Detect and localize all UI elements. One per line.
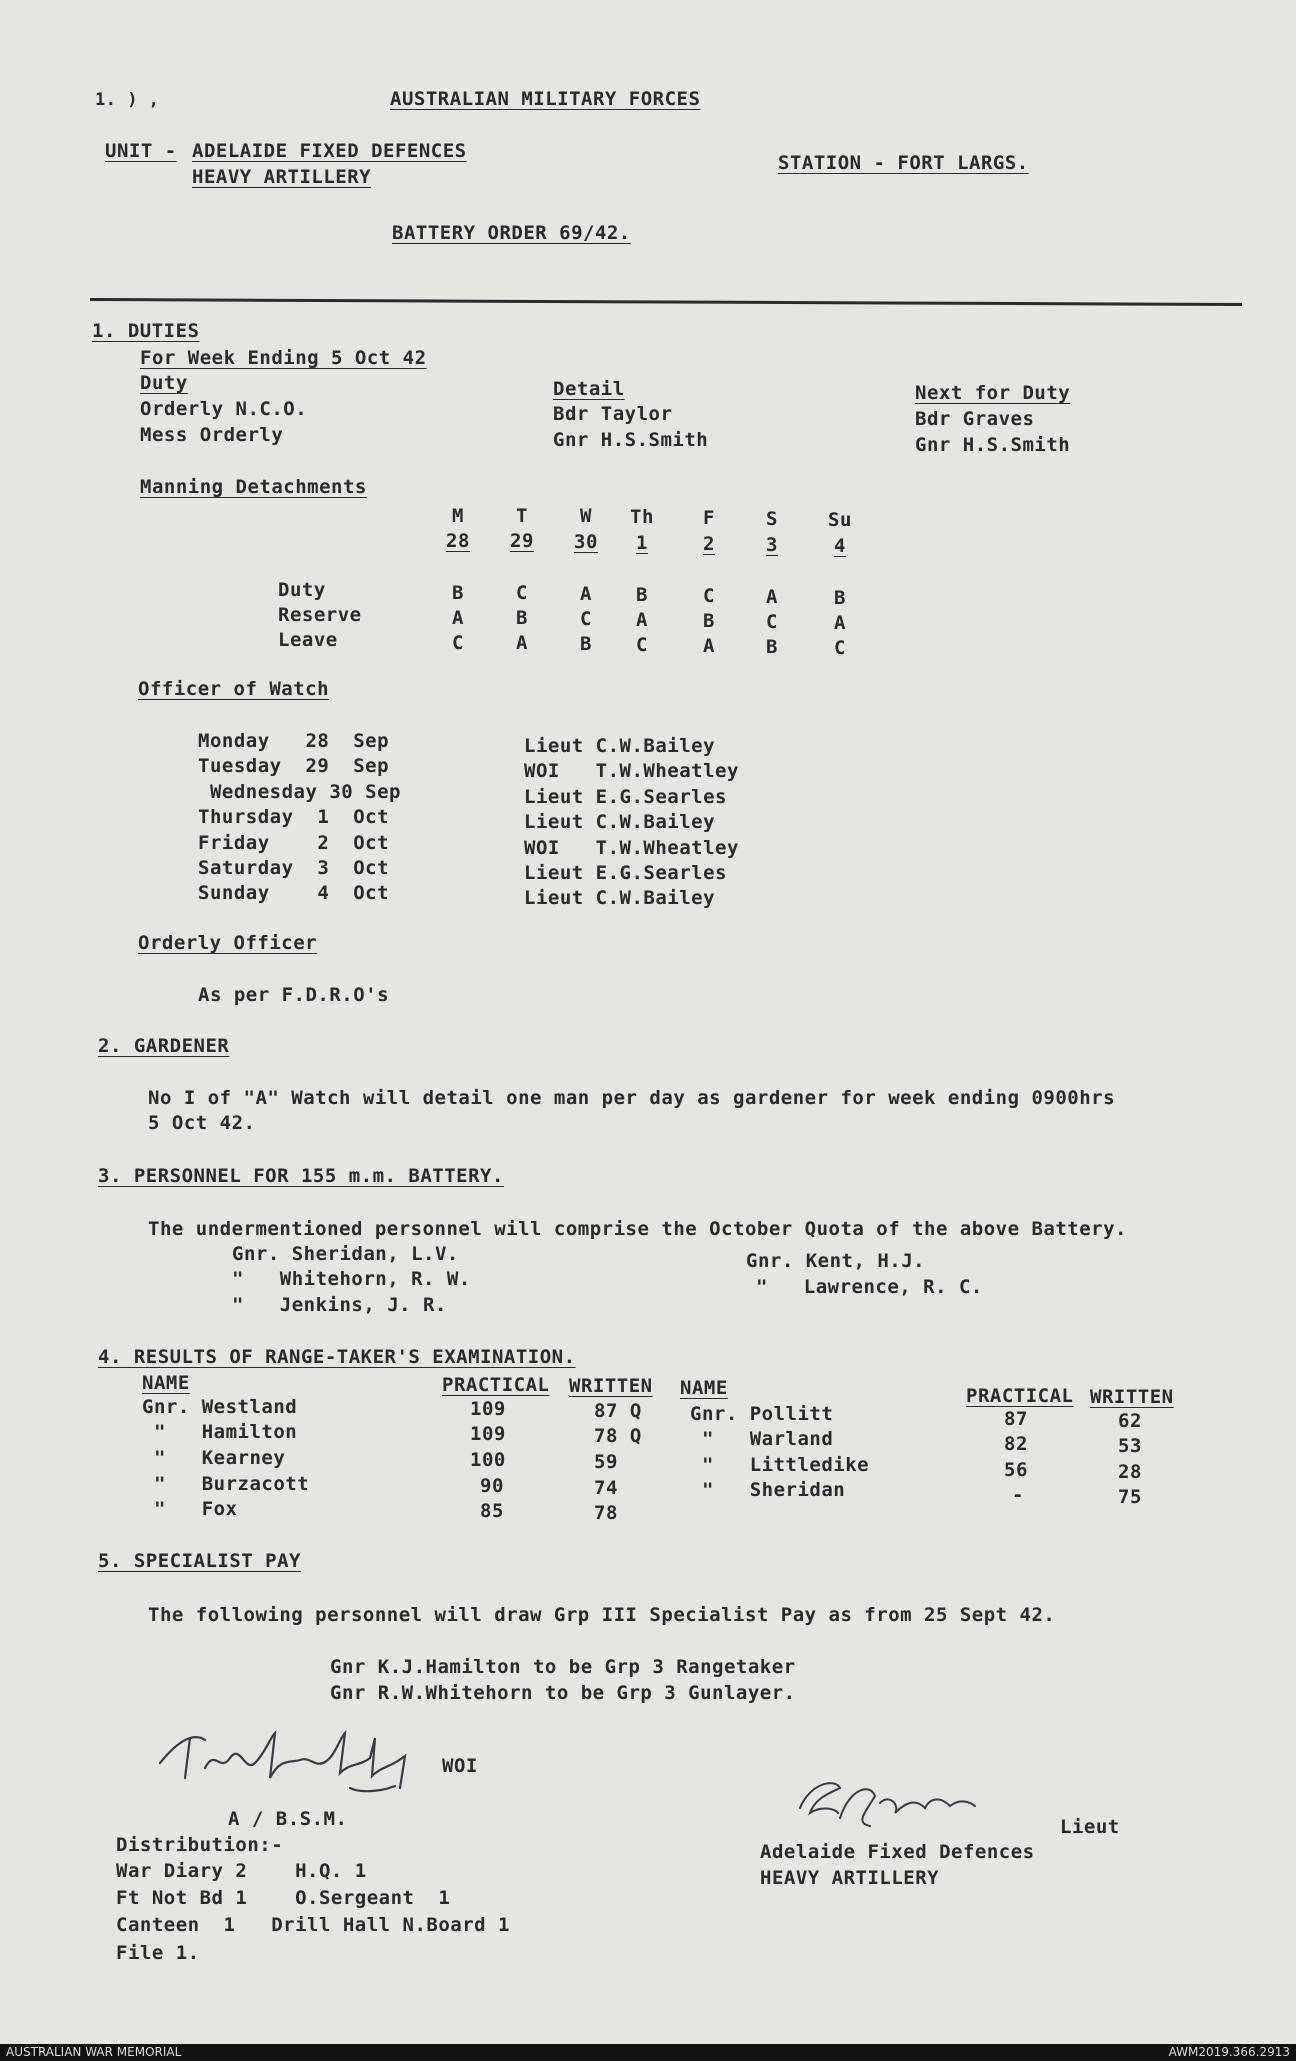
- result-practical: 109: [470, 1398, 506, 1420]
- signature-title-bsm: A / B.S.M.: [228, 1808, 348, 1830]
- result-practical: 82: [1004, 1433, 1028, 1455]
- watch-officer: Lieut E.G.Searles: [524, 786, 727, 808]
- watch-day: Monday 28 Sep: [198, 730, 390, 752]
- day-header: W: [580, 505, 592, 527]
- result-written: 28: [1118, 1461, 1142, 1483]
- date-header: 2: [703, 533, 715, 555]
- personnel-left: Gnr. Sheridan, L.V.: [232, 1243, 459, 1265]
- col-written: WRITTEN: [1090, 1386, 1174, 1408]
- result-name: " Warland: [690, 1428, 834, 1450]
- footer-accession-number: AWM2019.366.2913: [1168, 2045, 1290, 2059]
- duty-detail: Bdr Taylor: [553, 403, 673, 425]
- day-header: F: [703, 507, 715, 529]
- watch-day: Saturday 3 Oct: [198, 857, 390, 879]
- distribution-heading: Distribution:-: [116, 1834, 284, 1856]
- date-header: 3: [766, 534, 778, 556]
- result-practical: 90: [480, 1475, 504, 1497]
- col-duty: Duty: [140, 372, 188, 394]
- personnel-right: Gnr. Kent, H.J.: [746, 1250, 926, 1272]
- day-header: Su: [828, 509, 852, 531]
- manning-cell: A: [580, 583, 592, 605]
- manning-cell: A: [834, 612, 846, 634]
- battery-order-number: BATTERY ORDER 69/42.: [392, 222, 631, 244]
- watch-day: Sunday 4 Oct: [198, 882, 390, 904]
- manning-cell: B: [636, 584, 648, 606]
- result-practical: 109: [470, 1423, 506, 1445]
- result-name: Gnr. Pollitt: [690, 1403, 834, 1425]
- distribution-line: File 1.: [116, 1942, 200, 1964]
- col-name: NAME: [142, 1372, 190, 1394]
- watch-heading: Officer of Watch: [138, 678, 330, 700]
- result-practical: 100: [470, 1449, 506, 1471]
- specialist-line2: Gnr R.W.Whitehorn to be Grp 3 Gunlayer.: [330, 1682, 796, 1704]
- manning-row-label: Reserve: [278, 604, 362, 626]
- watch-day: Friday 2 Oct: [198, 832, 390, 854]
- manning-row-label: Duty: [278, 579, 326, 601]
- manning-cell: A: [703, 635, 715, 657]
- signature-searles: [780, 1768, 1000, 1838]
- result-name: " Sheridan: [690, 1479, 846, 1501]
- signature-wheatley: [150, 1718, 450, 1798]
- day-header: M: [452, 505, 464, 527]
- col-detail: Detail: [553, 378, 625, 400]
- watch-day: Wednesday 30 Sep: [198, 781, 401, 803]
- distribution-line: Ft Not Bd 1 O.Sergeant 1: [116, 1887, 451, 1909]
- section-4-heading: 4. RESULTS OF RANGE-TAKER'S EXAMINATION.: [98, 1346, 576, 1368]
- manning-cell: C: [834, 637, 846, 659]
- result-practical: 56: [1004, 1459, 1028, 1481]
- manning-cell: B: [452, 582, 464, 604]
- manning-cell: A: [636, 609, 648, 631]
- section-2-heading: 2. GARDENER: [98, 1035, 230, 1057]
- col-next-for-duty: Next for Duty: [915, 382, 1071, 404]
- watch-day: Thursday 1 Oct: [198, 806, 390, 828]
- duty-name: Mess Orderly: [140, 424, 284, 446]
- signature-rank-lieut: Lieut: [1060, 1816, 1120, 1838]
- manning-heading: Manning Detachments: [140, 476, 367, 498]
- manning-cell: B: [834, 587, 846, 609]
- result-written: 53: [1118, 1435, 1142, 1457]
- personnel-right: " Lawrence, R. C.: [756, 1276, 983, 1298]
- section-1-heading: 1. DUTIES: [92, 320, 200, 342]
- result-name: " Kearney: [142, 1447, 286, 1469]
- manning-cell: A: [766, 586, 778, 608]
- orderly-officer-heading: Orderly Officer: [138, 932, 318, 954]
- unit-label: UNIT -: [105, 140, 177, 162]
- day-header: T: [516, 505, 528, 527]
- week-ending: For Week Ending 5 Oct 42: [140, 347, 427, 369]
- result-name: " Burzacott: [142, 1473, 310, 1495]
- manning-cell: C: [452, 632, 464, 654]
- result-written: 62: [1118, 1410, 1142, 1432]
- watch-day: Tuesday 29 Sep: [198, 755, 390, 777]
- date-header: 28: [446, 530, 470, 552]
- col-practical: PRACTICAL: [966, 1385, 1074, 1407]
- specialist-line1: Gnr K.J.Hamilton to be Grp 3 Rangetaker: [330, 1656, 796, 1678]
- col-name: NAME: [680, 1377, 728, 1399]
- personnel-left: " Whitehorn, R. W.: [232, 1268, 471, 1290]
- col-written: WRITTEN: [569, 1375, 653, 1397]
- manning-cell: A: [452, 607, 464, 629]
- gardener-line2: 5 Oct 42.: [148, 1112, 256, 1134]
- manning-cell: A: [516, 632, 528, 654]
- header-rule: [90, 298, 1242, 306]
- date-header: 30: [574, 531, 598, 553]
- manning-cell: B: [580, 633, 592, 655]
- watch-officer: Lieut E.G.Searles: [524, 862, 727, 884]
- unit-line1: ADELAIDE FIXED DEFENCES: [192, 140, 467, 162]
- archive-footer: [0, 2044, 1296, 2061]
- date-header: 29: [510, 530, 534, 552]
- duty-name: Orderly N.C.O.: [140, 398, 308, 420]
- manning-cell: B: [516, 607, 528, 629]
- result-name: " Littledike: [690, 1454, 870, 1476]
- duty-next: Gnr H.S.Smith: [915, 434, 1071, 456]
- corner-marks: 1. ) ,: [95, 90, 160, 110]
- duty-detail: Gnr H.S.Smith: [553, 429, 709, 451]
- gardener-line1: No I of "A" Watch will detail one man per day as gardener for week ending 0900hrs: [148, 1087, 1116, 1109]
- unit-line2: HEAVY ARTILLERY: [192, 166, 372, 188]
- result-written: 78 Q: [594, 1425, 642, 1447]
- manning-cell: B: [703, 610, 715, 632]
- col-practical: PRACTICAL: [442, 1374, 550, 1396]
- specialist-intro: The following personnel will draw Grp III Specialist Pay as from 25 Sept 42.: [148, 1604, 1056, 1626]
- day-header: S: [766, 508, 778, 530]
- section-3-heading: 3. PERSONNEL FOR 155 m.m. BATTERY.: [98, 1165, 504, 1187]
- personnel-left: " Jenkins, J. R.: [232, 1294, 447, 1316]
- watch-officer: Lieut C.W.Bailey: [524, 811, 716, 833]
- manning-cell: C: [636, 634, 648, 656]
- result-written: 74: [594, 1477, 618, 1499]
- duty-next: Bdr Graves: [915, 408, 1035, 430]
- watch-officer: Lieut C.W.Bailey: [524, 735, 716, 757]
- watch-officer: WOI T.W.Wheatley: [524, 760, 739, 782]
- date-header: 1: [636, 532, 648, 554]
- watch-officer: Lieut C.W.Bailey: [524, 887, 716, 909]
- day-header: Th: [630, 506, 654, 528]
- organisation-title: AUSTRALIAN MILITARY FORCES: [390, 88, 701, 110]
- manning-cell: C: [766, 611, 778, 633]
- personnel-intro: The undermentioned personnel will comprise the October Quota of the above Battery.: [148, 1218, 1127, 1240]
- signature-unit-line2: HEAVY ARTILLERY: [760, 1867, 940, 1889]
- result-written: 78: [594, 1502, 618, 1524]
- result-name: " Fox: [142, 1498, 238, 1520]
- orderly-officer-text: As per F.D.R.O's: [198, 984, 390, 1006]
- manning-cell: C: [580, 608, 592, 630]
- watch-officer: WOI T.W.Wheatley: [524, 837, 739, 859]
- manning-cell: B: [766, 636, 778, 658]
- manning-cell: C: [703, 585, 715, 607]
- result-written: 59: [594, 1451, 618, 1473]
- distribution-line: War Diary 2 H.Q. 1: [116, 1860, 367, 1882]
- result-practical: 87: [1004, 1408, 1028, 1430]
- section-5-heading: 5. SPECIALIST PAY: [98, 1550, 301, 1572]
- distribution-line: Canteen 1 Drill Hall N.Board 1: [116, 1914, 510, 1936]
- result-name: " Hamilton: [142, 1421, 298, 1443]
- signature-rank-woi: WOI: [442, 1755, 478, 1777]
- footer-institution: AUSTRALIAN WAR MEMORIAL: [6, 2045, 182, 2059]
- signature-unit-line1: Adelaide Fixed Defences: [760, 1841, 1035, 1863]
- result-practical: -: [1012, 1484, 1024, 1506]
- result-written: 87 Q: [594, 1400, 642, 1422]
- result-written: 75: [1118, 1486, 1142, 1508]
- manning-row-label: Leave: [278, 629, 338, 651]
- station: STATION - FORT LARGS.: [778, 152, 1029, 174]
- manning-cell: C: [516, 582, 528, 604]
- date-header: 4: [834, 535, 846, 557]
- result-name: Gnr. Westland: [142, 1396, 298, 1418]
- result-practical: 85: [480, 1500, 504, 1522]
